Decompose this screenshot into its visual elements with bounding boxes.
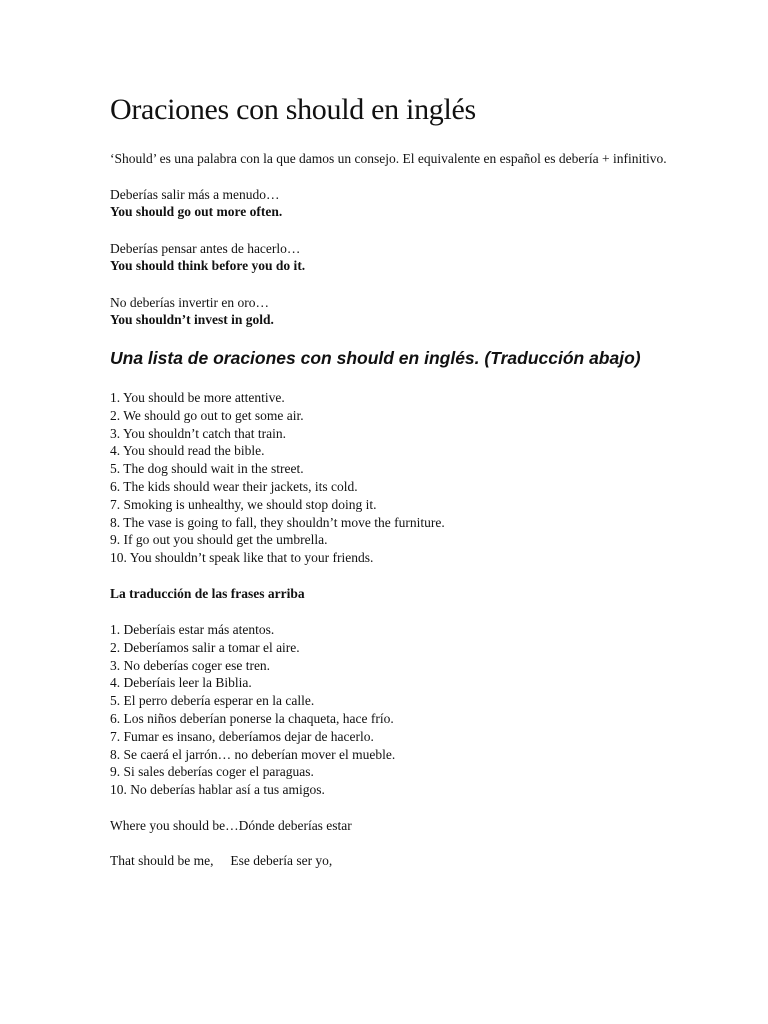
list-item: 5. El perro debería esperar en la calle. (110, 693, 315, 709)
spanish-translation-list (110, 621, 670, 799)
example-english: You should think before you do it. (110, 258, 306, 273)
example-spanish: No deberías invertir en oro… (110, 295, 269, 310)
translation-heading: La traducción de las frases arriba (110, 585, 305, 601)
list-item: 7. Smoking is unhealthy, we should stop doing it. (110, 496, 377, 512)
example-pair (110, 240, 670, 274)
intro-paragraph: ‘Should’ es una palabra con la que damos un consejo. El equivalente en español es debería + infinitivo. (110, 151, 667, 166)
list-item: 5. The dog should wait in the street. (110, 461, 304, 477)
list-item: 8. Se caerá el jarrón… no deberían mover el mueble. (110, 746, 396, 762)
list-item: 10. No deberías hablar así a tus amigos. (110, 782, 325, 798)
list-item: 6. Los niños deberían ponerse la chaqueta, hace frío. (110, 710, 394, 726)
list-item: 1. Deberíais estar más atentos. (110, 621, 275, 637)
list-item: 7. Fumar es insano, deberíamos dejar de hacerlo. (110, 728, 374, 744)
list-item: 10. You shouldn’t speak like that to your friends. (110, 550, 374, 566)
list-item: 6. The kids should wear their jackets, its cold. (110, 478, 358, 494)
example-english: You should go out more often. (110, 204, 283, 219)
list-item: 3. No deberías coger ese tren. (110, 657, 271, 673)
list-item: 4. You should read the bible. (110, 443, 265, 459)
list-item: 3. You shouldn’t catch that train. (110, 425, 286, 441)
list-item: 9. If go out you should get the umbrella. (110, 532, 328, 548)
example-english: You shouldn’t invest in gold. (110, 312, 274, 327)
list-item: 2. We should go out to get some air. (110, 407, 304, 423)
document-page (110, 92, 670, 887)
list-item: 1. You should be more attentive. (110, 390, 285, 405)
english-sentence-list (110, 389, 670, 567)
list-item: 2. Deberíamos salir a tomar el aire. (110, 639, 300, 655)
example-spanish: Deberías salir más a menudo… (110, 187, 280, 202)
list-item: 8. The vase is going to fall, they shouldn’t move the furniture. (110, 514, 445, 530)
extra-line: That should be me, Ese debería ser yo, (110, 852, 333, 868)
extra-line: Where you should be…Dónde deberías estar (110, 817, 352, 833)
example-pair (110, 186, 670, 220)
example-pair (110, 294, 670, 328)
list-heading: Una lista de oraciones con should en inglés. (Traducción abajo) (110, 348, 641, 368)
example-spanish: Deberías pensar antes de hacerlo… (110, 241, 301, 256)
page-title: Oraciones con should en inglés (110, 93, 476, 126)
list-item: 4. Deberíais leer la Biblia. (110, 675, 252, 691)
list-item: 9. Si sales deberías coger el paraguas. (110, 764, 314, 780)
